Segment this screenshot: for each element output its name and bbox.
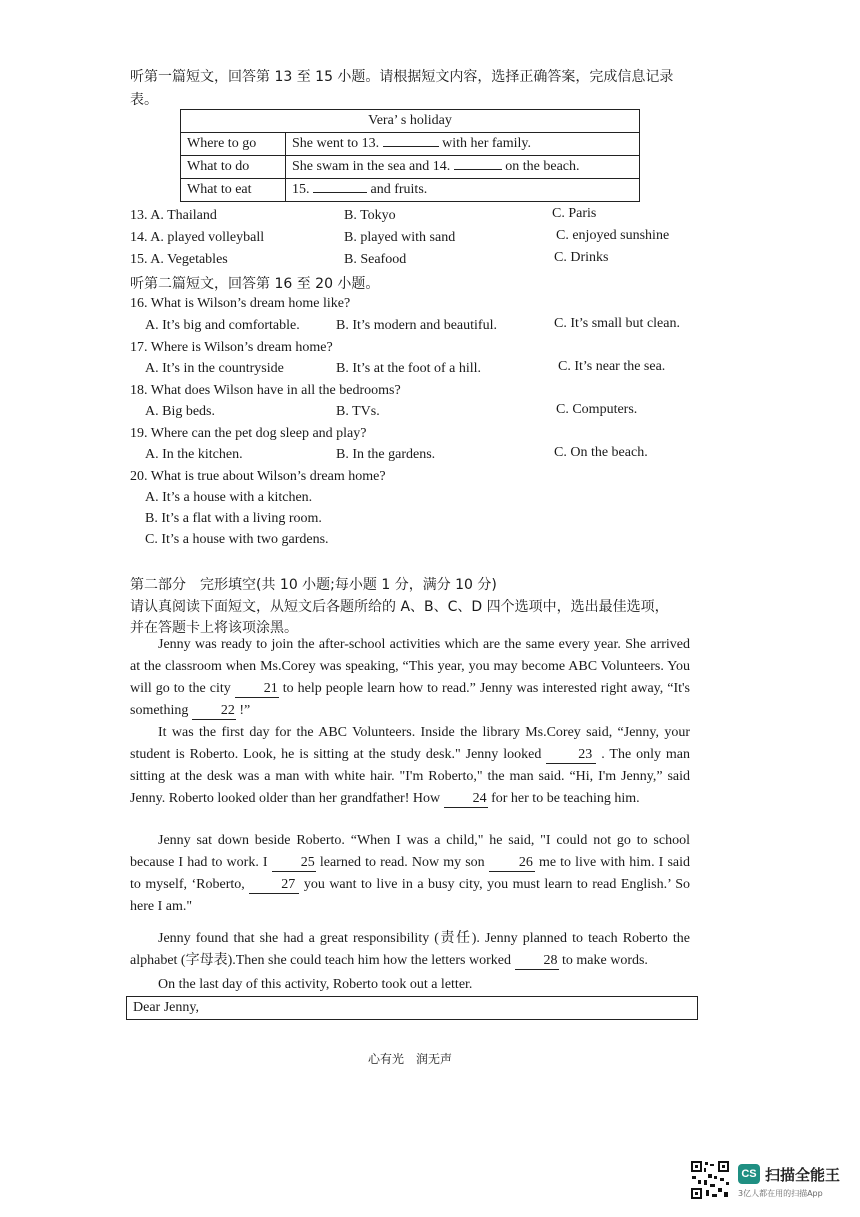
passage-text: you want to live in a busy city, you must learn to read English.’ So here I am." bbox=[130, 877, 691, 914]
option-14-a[interactable]: 14. A. played volleyball bbox=[130, 230, 265, 245]
blank-28[interactable]: 28 bbox=[515, 953, 559, 970]
option-20-b[interactable]: B. It’s a flat with a living room. bbox=[145, 511, 322, 526]
question-18: 18. What does Wilson have in all the bedrooms? bbox=[130, 383, 401, 398]
blank-22[interactable]: 22 bbox=[192, 703, 236, 720]
letter-salutation: Dear Jenny, bbox=[133, 1000, 199, 1015]
passage-text: me to live with him. I said to myself, ‘Roberto, bbox=[130, 855, 691, 892]
row-text-post: with her family. bbox=[442, 136, 532, 151]
section2-instruction: 听第二篇短文，回答第 16 至 20 小题。 bbox=[130, 276, 380, 292]
option-20-a[interactable]: A. It’s a house with a kitchen. bbox=[145, 490, 313, 505]
option-19-c[interactable]: C. On the beach. bbox=[554, 445, 648, 460]
passage-paragraph-2 bbox=[130, 722, 690, 810]
option-15-b[interactable]: B. Seafood bbox=[344, 252, 407, 267]
question-20: 20. What is true about Wilson’s dream home? bbox=[130, 469, 386, 484]
answer-blank-13[interactable] bbox=[383, 146, 439, 147]
qr-code-icon bbox=[690, 1160, 730, 1200]
answer-blank-15[interactable] bbox=[313, 192, 367, 193]
option-18-b[interactable]: B. TVs. bbox=[336, 404, 380, 419]
letter-box bbox=[126, 996, 698, 1020]
passage-paragraph-3 bbox=[130, 830, 690, 918]
row-content bbox=[286, 156, 640, 179]
section1-instruction-line1: 听第一篇短文，回答第 13 至 15 小题。请根据短文内容，选择正确答案，完成信息记录 bbox=[130, 69, 674, 85]
answer-blank-14[interactable] bbox=[454, 169, 502, 170]
blank-26[interactable]: 26 bbox=[489, 855, 535, 872]
option-13-a[interactable]: 13. A. Thailand bbox=[130, 208, 217, 223]
vera-holiday-table bbox=[180, 109, 640, 202]
option-15-c[interactable]: C. Drinks bbox=[554, 250, 609, 265]
option-14-b[interactable]: B. played with sand bbox=[344, 230, 456, 245]
blank-27[interactable]: 27 bbox=[249, 877, 299, 894]
blank-25[interactable]: 25 bbox=[272, 855, 316, 872]
passage-text: Jenny sat down beside Roberto. “When I was a child," he said, "I could not go to school because I had to work. I bbox=[130, 833, 690, 870]
question-16: 16. What is Wilson’s dream home like? bbox=[130, 296, 351, 311]
option-13-c[interactable]: C. Paris bbox=[552, 206, 597, 221]
passage-text: Jenny found that she had a great responsibility (责任). Jenny planned to teach Roberto the alphabet (字母表).Then she could teach him how the letters worked bbox=[130, 931, 690, 968]
passage-text: learned to read. Now my son bbox=[319, 855, 485, 870]
passage-text: for her to be teaching him. bbox=[491, 791, 640, 806]
option-13-b[interactable]: B. Tokyo bbox=[344, 208, 396, 223]
part2-instruction-line2: 并在答题卡上将该项涂黑。 bbox=[130, 620, 298, 636]
option-19-a[interactable]: A. In the kitchen. bbox=[145, 447, 243, 462]
row-text-post: on the beach. bbox=[505, 159, 580, 174]
passage-paragraph-4 bbox=[130, 928, 690, 972]
passage-text: It was the first day for the ABC Volunteers. Inside the library Ms.Corey said, “Jenny, your student is Roberto. Look, he is sitting at the study desk." Jenny looked bbox=[130, 725, 690, 762]
option-17-c[interactable]: C. It’s near the sea. bbox=[558, 359, 666, 374]
passage-paragraph-5: On the last day of this activity, Roberto took out a letter. bbox=[158, 977, 473, 992]
camscanner-logo: CS bbox=[738, 1164, 760, 1184]
option-18-a[interactable]: A. Big beds. bbox=[145, 404, 215, 419]
option-16-a[interactable]: A. It’s big and comfortable. bbox=[145, 318, 300, 333]
passage-paragraph-1 bbox=[130, 634, 690, 722]
row-content bbox=[286, 179, 640, 202]
option-15-a[interactable]: 15. A. Vegetables bbox=[130, 252, 228, 267]
table-title: Vera’ s holiday bbox=[181, 110, 640, 133]
row-label: What to do bbox=[181, 156, 286, 179]
table-row bbox=[181, 133, 640, 156]
row-content bbox=[286, 133, 640, 156]
passage-text: Jenny was ready to join the after-school activities which are the same every year. She arrived at the classroom when Ms.Corey was speaking, “This year, you may become ABC Volunteers. You will go to the city bbox=[130, 637, 690, 696]
option-16-c[interactable]: C. It’s small but clean. bbox=[554, 316, 680, 331]
row-text-pre: She swam in the sea and 14. bbox=[292, 159, 451, 174]
option-19-b[interactable]: B. In the gardens. bbox=[336, 447, 436, 462]
row-text-pre: She went to 13. bbox=[292, 136, 380, 151]
option-18-c[interactable]: C. Computers. bbox=[556, 402, 638, 417]
row-label: What to eat bbox=[181, 179, 286, 202]
part2-title: 第二部分 完形填空(共 10 小题;每小题 1 分，满分 10 分) bbox=[130, 577, 497, 593]
blank-24[interactable]: 24 bbox=[444, 791, 488, 808]
part2-instruction-line1: 请认真阅读下面短文，从短文后各题所给的 A、B、C、D 四个选项中，选出最佳选项， bbox=[130, 599, 669, 615]
passage-text: to help people learn how to read.” Jenny was interested right away, “It's something bbox=[130, 681, 691, 718]
passage-text: to make words. bbox=[562, 953, 648, 968]
question-19: 19. Where can the pet dog sleep and play? bbox=[130, 426, 367, 441]
blank-23[interactable]: 23 bbox=[546, 747, 596, 764]
scanner-app-name: 扫描全能王 bbox=[765, 1166, 841, 1184]
scanner-tagline: 3亿人都在用的扫描App bbox=[738, 1189, 823, 1198]
passage-text: !” bbox=[239, 703, 251, 718]
blank-21[interactable]: 21 bbox=[235, 681, 279, 698]
table-row bbox=[181, 156, 640, 179]
option-16-b[interactable]: B. It’s modern and beautiful. bbox=[336, 318, 497, 333]
option-17-a[interactable]: A. It’s in the countryside bbox=[145, 361, 284, 376]
table-row bbox=[181, 179, 640, 202]
page-footer-motto: 心有光 润无声 bbox=[368, 1052, 453, 1066]
passage-text: . The only man sitting at the desk was a man with white hair. "I'm Roberto," the man said. “Hi, I'm Jenny,” said Jenny. Roberto looked older than her grandfather! How bbox=[130, 747, 691, 806]
question-17: 17. Where is Wilson’s dream home? bbox=[130, 340, 333, 355]
option-14-c[interactable]: C. enjoyed sunshine bbox=[556, 228, 670, 243]
option-17-b[interactable]: B. It’s at the foot of a hill. bbox=[336, 361, 482, 376]
row-text-post: and fruits. bbox=[370, 182, 428, 197]
section1-instruction-line2: 表。 bbox=[130, 92, 158, 108]
row-label: Where to go bbox=[181, 133, 286, 156]
row-text-pre: 15. bbox=[292, 182, 310, 197]
option-20-c[interactable]: C. It’s a house with two gardens. bbox=[145, 532, 329, 547]
